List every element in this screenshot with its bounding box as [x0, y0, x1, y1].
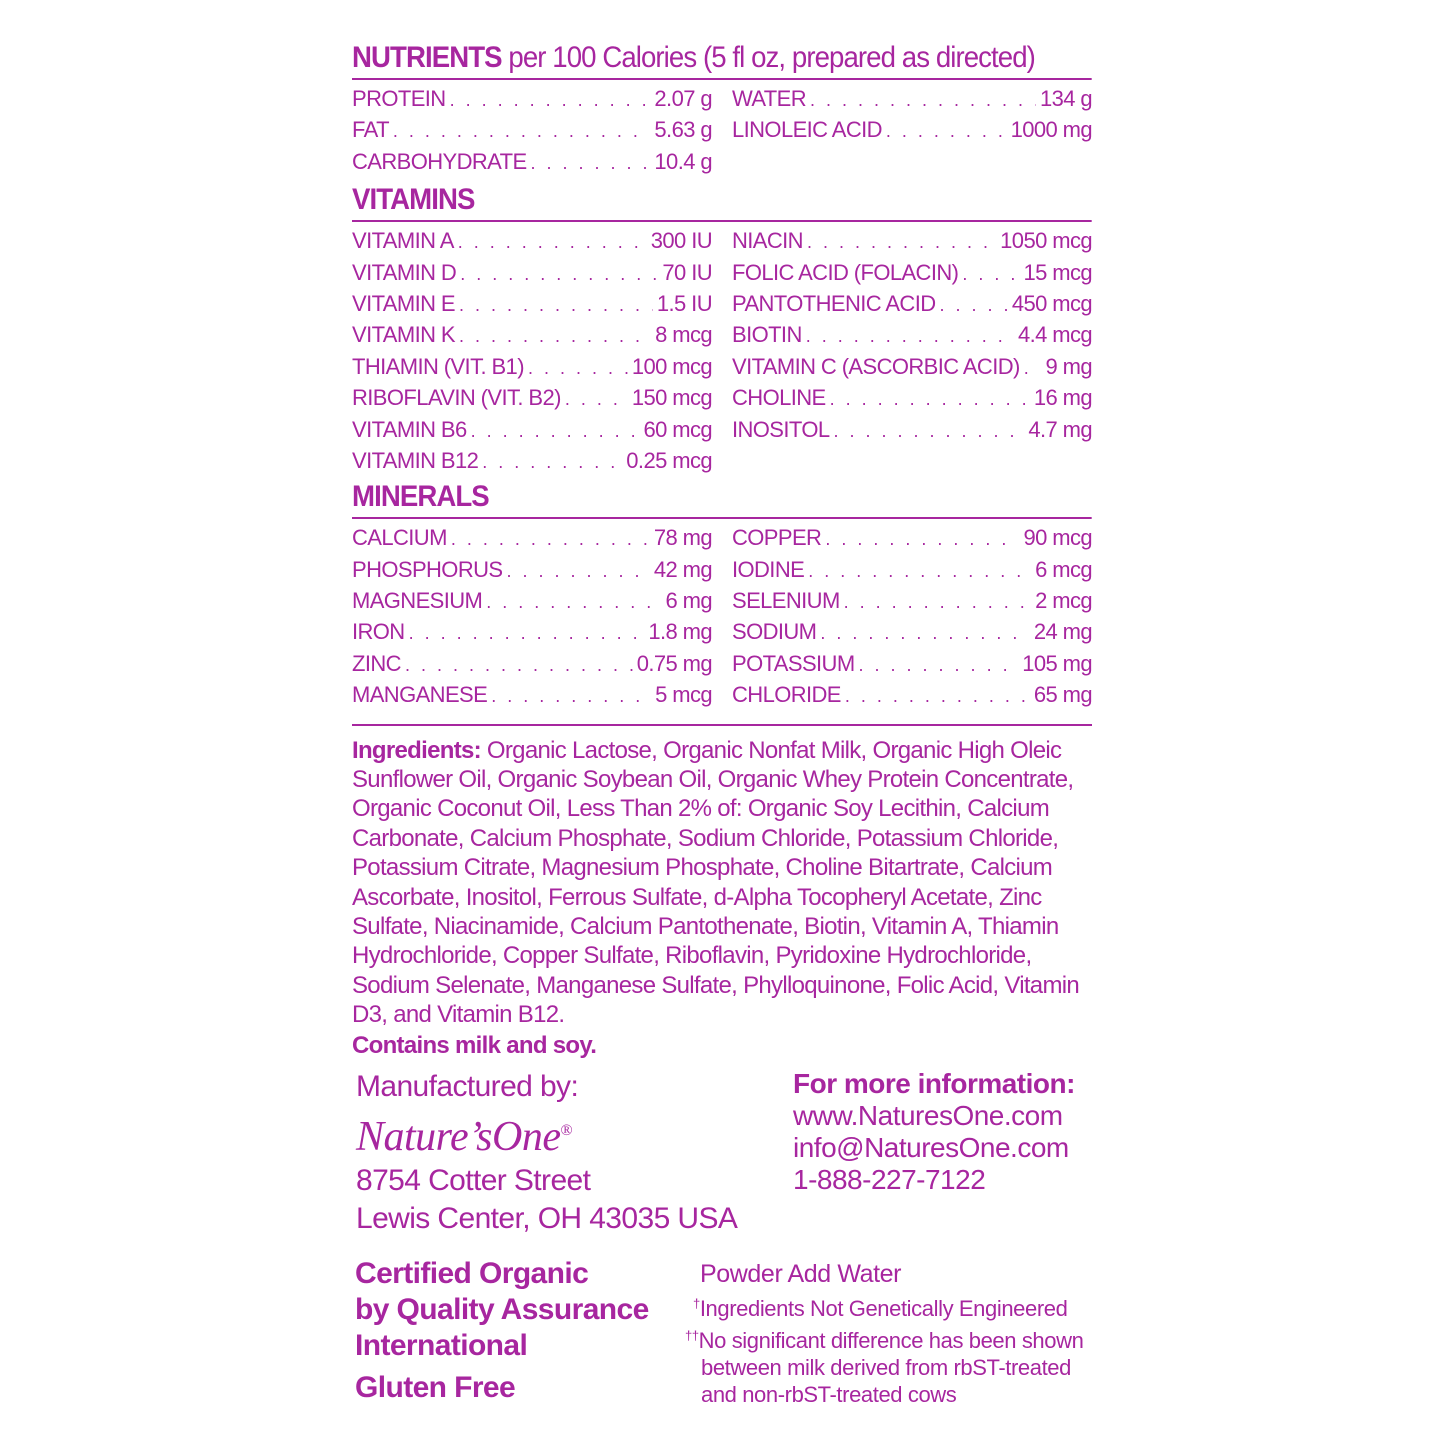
- product-form: Powder Add Water: [700, 1260, 902, 1288]
- nutrient-label: CHLORIDE: [732, 682, 841, 708]
- nutrient-value: 450 mcg: [1011, 290, 1092, 316]
- nutrient-label: PROTEIN: [352, 86, 446, 111]
- nutrient-label: VITAMIN B6: [352, 416, 467, 442]
- nutrient-value: 6 mcg: [1035, 556, 1092, 582]
- nutrient-value: 78 mg: [653, 525, 712, 551]
- manufacturer-block: [356, 1068, 737, 1238]
- nutrient-row: [732, 117, 1092, 148]
- nutrient-value: 5.63 g: [654, 117, 712, 143]
- nutrient-value: 150 mcg: [631, 385, 712, 411]
- nutrients-left-col: [352, 86, 712, 180]
- nutrient-value: 8 mcg: [655, 322, 712, 348]
- contact-heading: For more information:: [793, 1068, 1075, 1099]
- nutrient-value: 10.4 g: [654, 148, 712, 174]
- nutrient-row: [732, 322, 1092, 353]
- dot-leader: [451, 529, 650, 550]
- nutrient-row: [352, 228, 712, 259]
- nutrient-row: [732, 354, 1092, 385]
- email-link[interactable]: info@NaturesOne.com: [793, 1132, 1069, 1163]
- nutrient-label: BIOTIN: [732, 322, 802, 348]
- nutrient-label: PHOSPHORUS: [352, 556, 503, 582]
- nutrient-row: [352, 619, 712, 650]
- dot-leader: [506, 561, 649, 582]
- nutrient-label: IRON: [352, 619, 405, 645]
- nutrient-label: WATER: [732, 86, 806, 111]
- nutrient-row: [732, 385, 1092, 416]
- dot-leader: [962, 264, 1019, 285]
- nutrient-label: IODINE: [732, 556, 805, 582]
- nutrient-value: 90 mcg: [1023, 525, 1092, 551]
- footnote-2-text: No significant difference has been shown: [698, 1328, 1084, 1353]
- nutrient-label: VITAMIN A: [352, 228, 454, 254]
- nutrient-label: VITAMIN C (ASCORBIC ACID): [732, 353, 1020, 379]
- nutrient-label: COPPER: [732, 525, 822, 551]
- nutrient-value: 4.7 mg: [1028, 416, 1092, 442]
- nutrient-row: [352, 682, 712, 713]
- nutrient-row: [352, 149, 712, 180]
- phone-number: 1-888-227-7122: [793, 1164, 986, 1195]
- nutrient-row: [352, 448, 712, 479]
- nutrient-value: 4.4 mcg: [1017, 322, 1092, 348]
- ingredients-label: Ingredients:: [352, 736, 481, 764]
- nutrient-row: [352, 385, 712, 416]
- nutrient-value: 0.75 mg: [636, 650, 712, 676]
- nutrient-value: 1050 mcg: [1000, 228, 1092, 254]
- dot-leader: [405, 655, 633, 676]
- dot-leader: [486, 592, 661, 613]
- nutrient-row: [732, 291, 1092, 322]
- nutrient-row: [352, 417, 712, 448]
- nutrient-row: [732, 588, 1092, 619]
- vitamins-right-col: [732, 228, 1092, 479]
- nutrients-subtitle: per 100 Calories (5 fl oz, prepared as directed): [501, 41, 1035, 74]
- dot-leader: [810, 90, 1036, 111]
- city-address: Lewis Center, OH 43035 USA: [356, 1202, 738, 1235]
- dot-leader: [886, 121, 1007, 142]
- minerals-right-col: [732, 525, 1092, 713]
- footnotes-block: [685, 1258, 1083, 1408]
- nutrient-value: 24 mg: [1033, 619, 1092, 645]
- nutrient-value: 134 g: [1039, 86, 1092, 111]
- dot-leader: [459, 295, 653, 316]
- nutrient-value: 2.07 g: [654, 86, 712, 111]
- footnote-2: [685, 1322, 1083, 1354]
- footnote-1-text: Ingredients Not Genetically Engineered: [699, 1296, 1068, 1321]
- dot-leader: [834, 421, 1025, 442]
- manufacturer-heading: Manufactured by:: [356, 1070, 579, 1103]
- ingredients-list: Organic Lactose, Organic Nonfat Milk, Organic High Oleic Sunflower Oil, Organic Soybean Oil, Organic Whey Protein Concentrate, Organic Coconut Oil, Less Than 2% of: Organic Soy Lecithin, Calcium Carbonate, Calcium Phosphate, Sodium Chloride, Potassium Chloride, Potassium Citrate, Magnesium Phosphate, Choline Bitartrate, Calcium Ascorbate, Inositol, Ferrous Sulfate, d-Alpha Tocopheryl Acetate, Zinc Sulfate, Niacinamide, Calcium Pantothenate, Biotin, Vitamin A, Thiamin Hydrochloride, Copper Sulfate, Riboflavin, Pyridoxine Hydrochloride, Sodium Selenate, Manganese Sulfate, Phylloquinone, Folic Acid, Vitamin D3, and Vitamin B12.: [352, 736, 1080, 1029]
- nutrient-row: [352, 86, 712, 117]
- ingredients-text: [352, 736, 1092, 1030]
- nutrient-row: [352, 651, 712, 682]
- nutrient-label: INOSITOL: [732, 416, 830, 442]
- nutrient-label: PANTOTHENIC ACID: [732, 290, 936, 316]
- dot-leader: [450, 90, 651, 111]
- dot-leader: [825, 529, 1019, 550]
- dot-leader: [528, 358, 628, 379]
- nutrient-row: [352, 117, 712, 148]
- nutrient-label: POTASSIUM: [732, 650, 855, 676]
- nutrients-grid: [352, 86, 1092, 180]
- nutrient-row: [732, 228, 1092, 259]
- nutrients-right-col: [732, 86, 1092, 180]
- nutrient-label: VITAMIN D: [352, 259, 457, 285]
- dot-leader: [845, 686, 1030, 707]
- nutrient-value: 300 IU: [650, 228, 712, 254]
- nutrient-value: 60 mcg: [643, 416, 712, 442]
- nutrient-label: LINOLEIC ACID: [732, 117, 882, 143]
- nutrient-value: 2 mcg: [1035, 588, 1092, 614]
- dot-leader: [409, 623, 645, 644]
- vitamins-heading: VITAMINS: [352, 182, 1091, 222]
- nutrient-label: THIAMIN (VIT. B1): [352, 353, 524, 379]
- nutrient-value: 65 mg: [1033, 682, 1092, 708]
- nutrient-row: [732, 619, 1092, 650]
- nutrient-row: [732, 86, 1092, 117]
- registered-mark: ®: [560, 1122, 573, 1139]
- nutrient-label: VITAMIN E: [352, 290, 455, 316]
- nutrient-label: MANGANESE: [352, 682, 488, 708]
- allergen-statement: Contains milk and soy.: [352, 1031, 597, 1059]
- cert-line-3: International: [355, 1329, 528, 1362]
- cert-line-1: Certified Organic: [355, 1257, 589, 1290]
- dot-leader: [844, 592, 1031, 613]
- nutrient-label: SODIUM: [732, 619, 817, 645]
- nutrient-value: 5 mcg: [655, 682, 712, 708]
- gluten-free-label: Gluten Free: [355, 1371, 516, 1404]
- minerals-left-col: [352, 525, 712, 713]
- nutrient-label: SELENIUM: [732, 588, 840, 614]
- dot-leader: [806, 326, 1014, 347]
- nutrient-value: 1.5 IU: [656, 290, 712, 316]
- dot-leader: [393, 121, 651, 142]
- dot-leader: [808, 561, 1031, 582]
- nutrient-label: ZINC: [352, 650, 401, 676]
- dot-leader: [460, 264, 658, 285]
- dagger-mark: †: [693, 1296, 700, 1311]
- nutrient-label: VITAMIN B12: [352, 447, 479, 473]
- minerals-grid: [352, 525, 1092, 713]
- nutrient-value: 105 mg: [1022, 650, 1092, 676]
- dot-leader: [1024, 358, 1042, 379]
- nutrient-value: 16 mg: [1033, 385, 1092, 411]
- minerals-heading: MINERALS: [352, 479, 1091, 519]
- nutrient-row: [352, 557, 712, 588]
- nutrient-row: [732, 525, 1092, 556]
- dot-leader: [565, 389, 628, 410]
- nutrient-row: [352, 525, 712, 556]
- nutrient-row: [732, 682, 1092, 713]
- cert-line-2: by Quality Assurance: [355, 1293, 649, 1326]
- vitamins-grid: [352, 228, 1092, 479]
- nutrients-title: NUTRIENTS: [352, 41, 502, 74]
- double-dagger-mark: ††: [685, 1328, 699, 1343]
- divider: [352, 724, 1092, 726]
- nutrient-label: CARBOHYDRATE: [352, 148, 527, 174]
- dot-leader: [859, 655, 1019, 676]
- nutrient-value: 0.25 mcg: [626, 447, 712, 473]
- nutrient-label: VITAMIN K: [352, 322, 455, 348]
- nutrient-label: FOLIC ACID (FOLACIN): [732, 259, 959, 285]
- footnote-2-line-3: and non-rbST-treated cows: [701, 1382, 957, 1407]
- nutrient-value: 42 mg: [653, 556, 712, 582]
- nutrient-value: 1.8 mg: [648, 619, 712, 645]
- dot-leader: [531, 153, 651, 174]
- brand-name: Nature’sOne: [356, 1114, 561, 1160]
- nutrient-row: [352, 291, 712, 322]
- footnote-1: [693, 1290, 1083, 1322]
- nutrient-label: CALCIUM: [352, 525, 447, 551]
- nutrient-row: [352, 588, 712, 619]
- website-link[interactable]: www.NaturesOne.com: [793, 1100, 1063, 1131]
- dot-leader: [459, 326, 651, 347]
- nutrients-heading: [352, 40, 1091, 80]
- dot-leader: [820, 623, 1029, 644]
- dot-leader: [471, 421, 640, 442]
- nutrient-label: CHOLINE: [732, 385, 826, 411]
- nutrient-label: RIBOFLAVIN (VIT. B2): [352, 385, 561, 411]
- footnote-2-line-2: between milk derived from rbST-treated: [701, 1355, 1071, 1380]
- nutrient-row: [352, 322, 712, 353]
- nutrient-row: [352, 260, 712, 291]
- certification-block: [355, 1256, 649, 1406]
- nutrient-value: 15 mcg: [1023, 259, 1092, 285]
- brand-logo: [356, 1106, 737, 1162]
- nutrient-value: 100 mcg: [631, 353, 712, 379]
- nutrient-value: 1000 mg: [1010, 117, 1092, 143]
- nutrient-label: NIACIN: [732, 228, 803, 254]
- dot-leader: [940, 295, 1008, 316]
- dot-leader: [482, 452, 622, 473]
- nutrient-row: [732, 417, 1092, 448]
- nutrition-panel: [352, 40, 1092, 1060]
- vitamins-left-col: [352, 228, 712, 479]
- street-address: 8754 Cotter Street: [356, 1164, 591, 1197]
- nutrient-value: 9 mg: [1045, 353, 1092, 379]
- nutrient-value: 6 mg: [665, 588, 712, 614]
- nutrient-row: [732, 651, 1092, 682]
- nutrient-row: [352, 354, 712, 385]
- dot-leader: [458, 232, 647, 253]
- dot-leader: [830, 389, 1030, 410]
- nutrient-label: FAT: [352, 117, 389, 143]
- dot-leader: [807, 232, 996, 253]
- contact-block: [793, 1068, 1075, 1196]
- nutrient-label: MAGNESIUM: [352, 588, 483, 614]
- nutrient-value: 70 IU: [662, 259, 712, 285]
- nutrient-row: [732, 260, 1092, 291]
- dot-leader: [491, 686, 651, 707]
- nutrient-row: [732, 557, 1092, 588]
